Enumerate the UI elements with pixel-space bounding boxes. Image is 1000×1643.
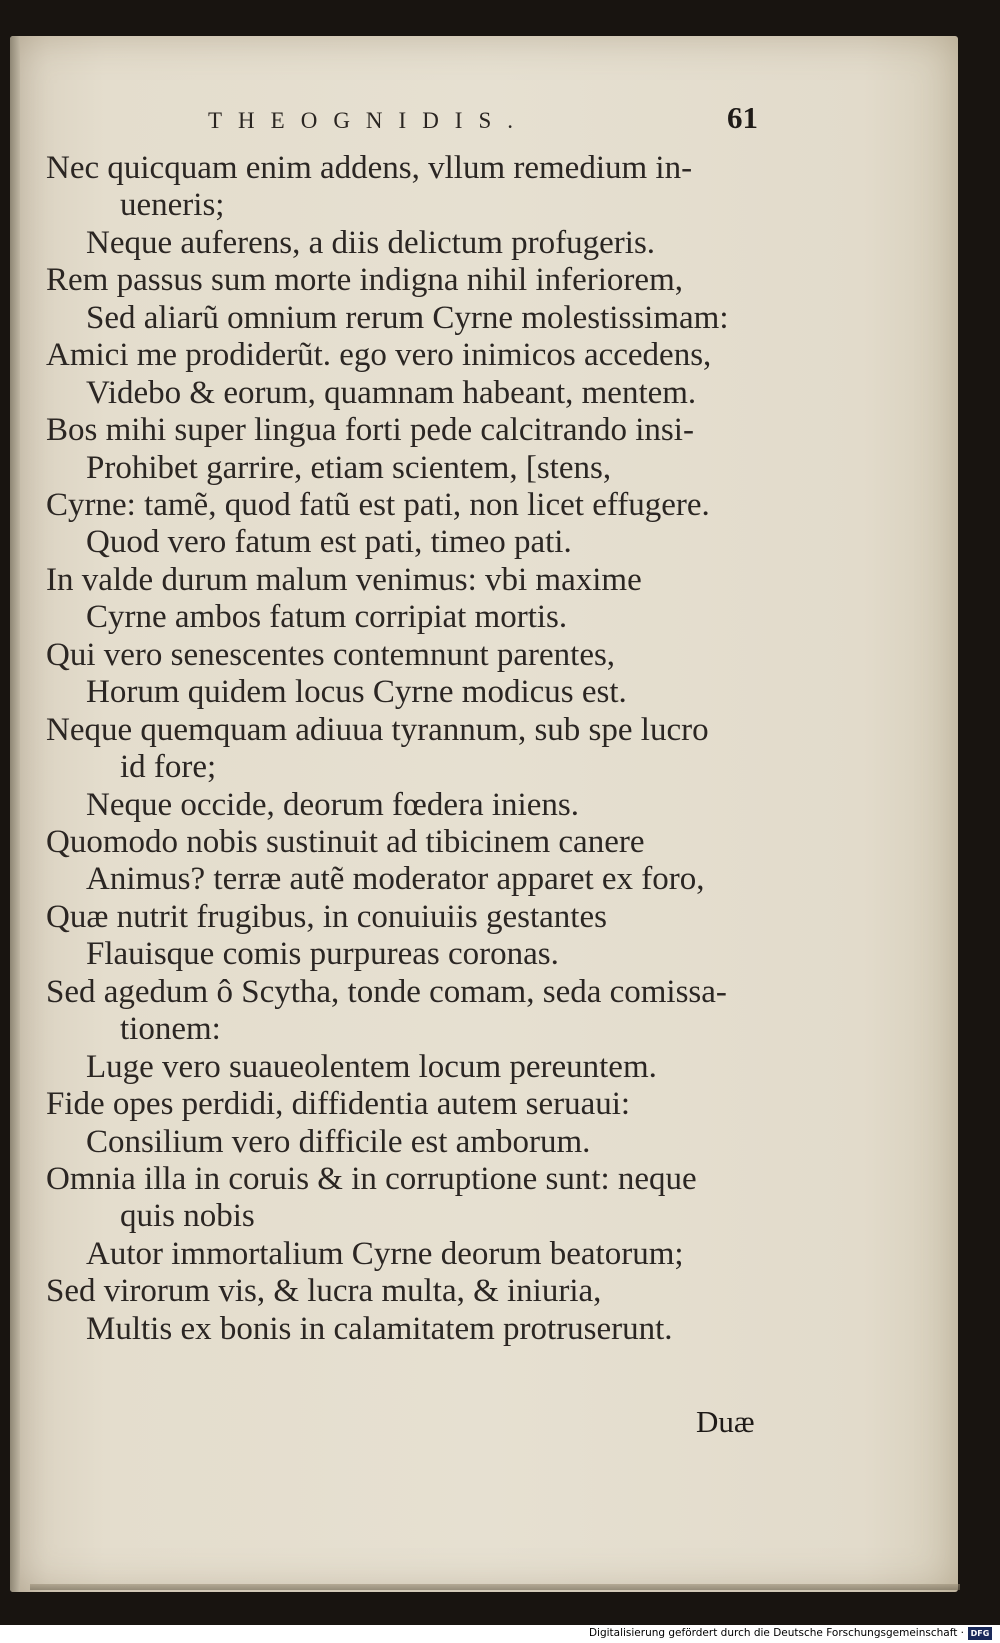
text-line: In valde durum malum venimus: vbi maxime — [46, 562, 642, 598]
funding-credit: Digitalisierung gefördert durch die Deutsche Forschungsgemeinschaft · — [588, 1627, 964, 1639]
text-line: id fore; — [120, 749, 217, 785]
text-line: tionem: — [120, 1011, 221, 1047]
text-line: quis nobis — [120, 1198, 255, 1234]
text-line: Cyrne ambos fatum corripiat mortis. — [86, 599, 568, 635]
text-line: Luge vero suaueolentem locum pereuntem. — [86, 1049, 657, 1085]
text-line: ueneris; — [120, 187, 225, 223]
text-line: Cyrne: tamẽ, quod fatũ est pati, non licet effugere. — [46, 487, 710, 523]
text-line: Bos mihi super lingua forti pede calcitrando insi- — [46, 412, 694, 448]
text-line: Quod vero fatum est pati, timeo pati. — [86, 524, 572, 560]
text-line: Prohibet garrire, etiam scientem, [stens, — [86, 450, 612, 486]
page-edge — [10, 36, 20, 1592]
text-line: Neque auferens, a diis delictum profugeris. — [86, 225, 656, 261]
text-line: Omnia illa in coruis & in corruptione sunt: neque — [46, 1161, 697, 1197]
text-line: Autor immortalium Cyrne deorum beatorum; — [86, 1236, 684, 1272]
page-number: 61 — [727, 100, 758, 135]
text-line: Quomodo nobis sustinuit ad tibicinem canere — [46, 824, 645, 860]
text-line: Flauisque comis purpureas coronas. — [86, 936, 559, 972]
text-line: Fide opes perdidi, diffidentia autem seruaui: — [46, 1086, 631, 1122]
text-line: Multis ex bonis in calamitatem protruserunt. — [86, 1311, 673, 1347]
text-line: Sed aliarũ omnium rerum Cyrne molestissimam: — [86, 300, 729, 336]
text-line: Neque quemquam adiuua tyrannum, sub spe lucro — [46, 712, 709, 748]
text-line: Videbo & eorum, quamnam habeant, mentem. — [86, 375, 697, 411]
text-line: Animus? terræ autẽ moderator apparet ex foro, — [86, 861, 705, 897]
dfg-logo: DFG — [968, 1627, 992, 1640]
text-line: Rem passus sum morte indigna nihil inferiorem, — [46, 262, 683, 298]
text-line: Qui vero senescentes contemnunt parentes, — [46, 637, 616, 673]
text-line: Quæ nutrit frugibus, in conuiuiis gestantes — [46, 899, 607, 935]
catchword: Duæ — [696, 1404, 755, 1439]
page-bottom-edge — [30, 1584, 960, 1590]
text-line: Sed agedum ô Scytha, tonde comam, seda comissa- — [46, 974, 727, 1010]
text-line: Consilium vero difficile est amborum. — [86, 1124, 591, 1160]
running-head: THEOGNIDIS. — [208, 108, 530, 133]
text-line: Neque occide, deorum fœdera iniens. — [86, 787, 579, 823]
text-line: Sed virorum vis, & lucra multa, & iniuria, — [46, 1273, 602, 1309]
text-line: Nec quicquam enim addens, vllum remedium in- — [46, 150, 693, 186]
text-line: Horum quidem locus Cyrne modicus est. — [86, 674, 627, 710]
text-line: Amici me prodiderũt. ego vero inimicos accedens, — [46, 337, 712, 373]
